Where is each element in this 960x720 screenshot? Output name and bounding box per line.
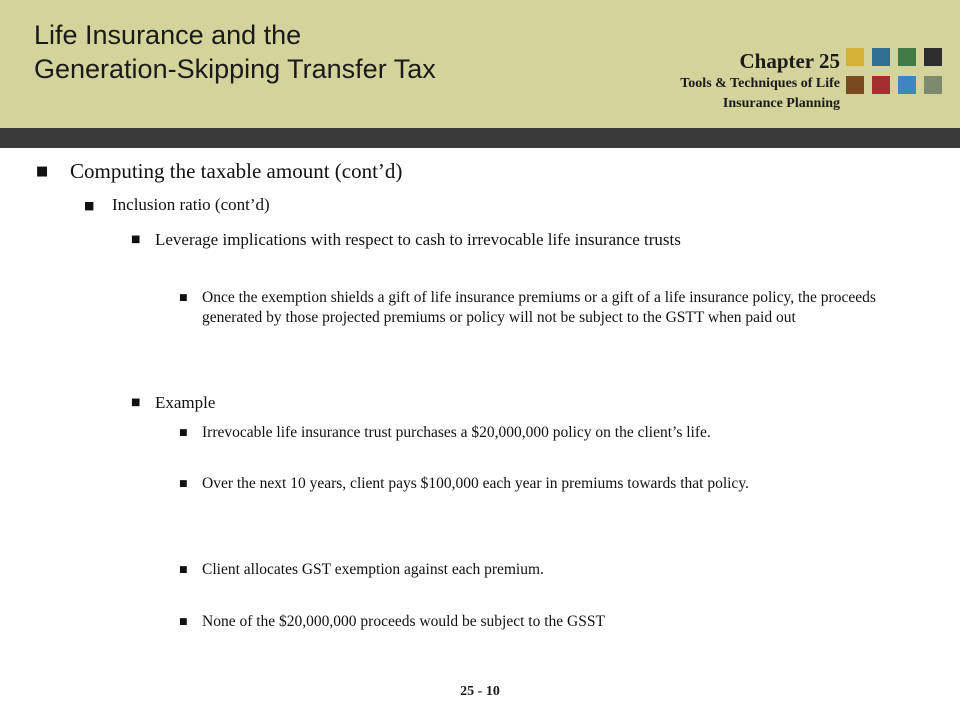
bullet-level-1: Computing the taxable amount (cont’d) — [70, 159, 403, 183]
square-bullet-icon: ■ — [179, 293, 188, 303]
chapter-number: Chapter 25 — [739, 49, 840, 73]
bullet-level-4: Once the exemption shields a gift of life insurance premiums or a gift of a life insurance policy, the proceeds generated by those projected premiums or policy will not be subject to the GSTT when paid out — [202, 289, 876, 326]
example-item: Client allocates GST exemption against each premium. — [202, 561, 544, 578]
square-bullet-icon: ■ — [179, 565, 188, 575]
example-item: Irrevocable life insurance trust purchases a $20,000,000 policy on the client’s life. — [202, 424, 711, 441]
example-item: None of the $20,000,000 proceeds would be subject to the GSST — [202, 613, 605, 630]
bullet-level-3: Leverage implications with respect to cash to irrevocable life insurance trusts — [155, 230, 681, 249]
square-bullet-icon: ■ — [179, 617, 188, 627]
square-bullet-icon: ■ — [131, 397, 141, 408]
example-item: Over the next 10 years, client pays $100,000 each year in premiums towards that policy. — [202, 475, 749, 492]
title-line-2: Generation-Skipping Transfer Tax — [34, 54, 436, 84]
square-bullet-icon: ■ — [179, 479, 188, 489]
square-bullet-icon: ■ — [36, 164, 49, 179]
bullet-level-2: Inclusion ratio (cont’d) — [112, 195, 270, 214]
title-line-1: Life Insurance and the — [34, 20, 302, 50]
chapter-subtitle-line-1: Tools & Techniques of Life — [680, 76, 840, 91]
bullet-level-3: Example — [155, 393, 216, 412]
square-bullet-icon: ■ — [131, 234, 141, 245]
page-number: 25 - 10 — [460, 684, 500, 699]
square-bullet-icon: ■ — [179, 428, 188, 438]
chapter-subtitle-line-2: Insurance Planning — [722, 96, 840, 111]
square-bullet-icon: ■ — [84, 199, 95, 212]
